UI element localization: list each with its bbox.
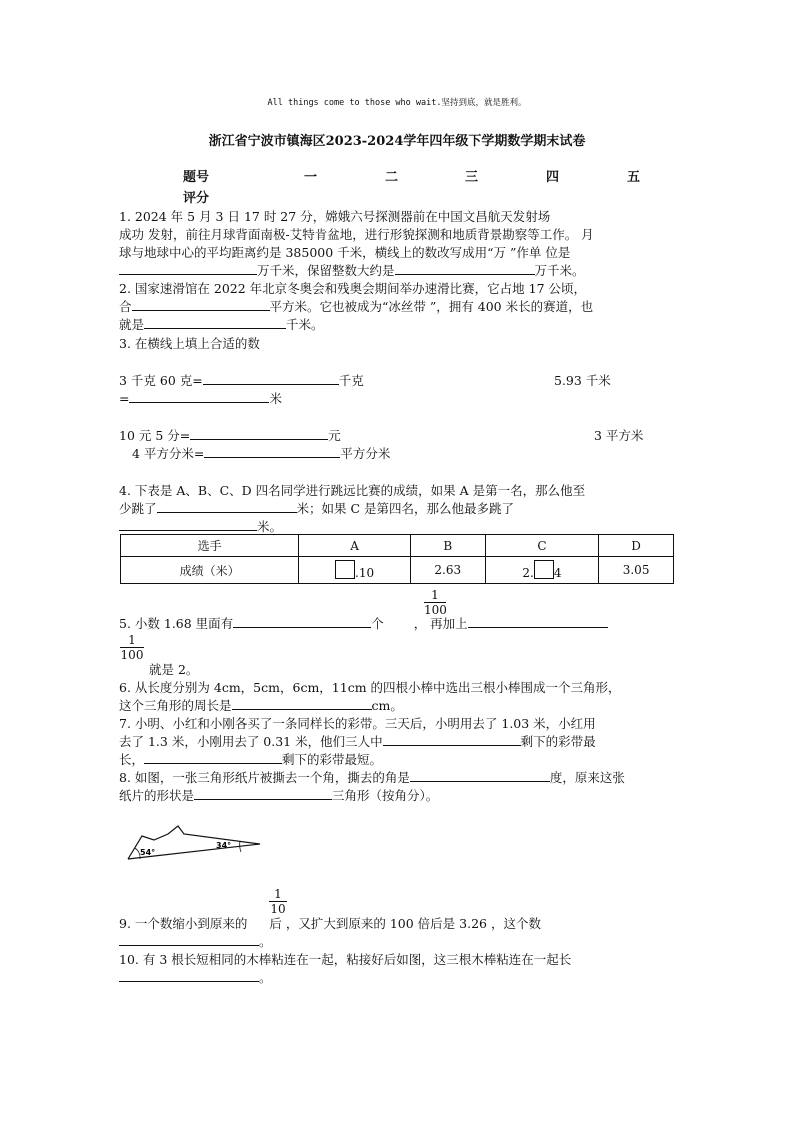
answer-blank[interactable] [395,262,535,275]
table-cell-c: 2. 4 [485,557,599,584]
answer-blank[interactable] [204,445,340,458]
q1-line1: 1. 2024 年 5 月 3 日 17 时 27 分，嫦娥六号探测器前在中国文昌航天发射场 [119,209,551,224]
q9-fraction: $\frac{1}{10}$ [270,887,286,916]
score-col-2: 二 [385,170,399,185]
q3-item-c: 10 元 5 分= 元 [119,428,341,443]
table-header-cell: 选手 [121,535,299,557]
answer-blank[interactable] [119,262,257,275]
table-header-cell: A [299,535,411,557]
score-col-5: 五 [627,170,641,185]
answer-blank[interactable] [232,697,372,710]
jump-results-table [120,534,674,584]
q7-line3: 长， 剩下的彩带最短。 [119,752,383,767]
q5-fraction: $\frac{1}{100}$ [424,588,447,617]
q1-line3: 球与地球中心的平均距离约是 385000 千米，横线上的数改写成用“万 ”作单 位是 [119,245,571,260]
table-cell-d: 3.05 [599,557,674,584]
table-cell-a: .10 [299,557,411,584]
q3-item-d2: 4 平方分米= 平方分米 [132,446,391,461]
q5-fraction-2: $\frac{1}{100}$ [120,633,144,662]
q2-line1: 2. 国家速滑馆在 2022 年北京冬奥会和残奥会期间举办速滑比赛，它占地 17 公顷， [119,281,587,296]
table-row-label: 成绩（米） [121,557,299,584]
table-row [121,535,674,557]
answer-blank[interactable] [132,298,270,311]
answer-blank[interactable] [190,427,328,440]
q6-line1: 6. 从长度分别为 4cm，5cm，6cm，11cm 的四根小棒中选出三根小棒围成一个三角形， [119,680,621,695]
angle-label-right: 34° [216,841,232,850]
answer-blank[interactable] [119,933,259,946]
score-col-head: 题号 [183,170,210,185]
table-header-cell: D [599,535,674,557]
table-row [121,557,674,584]
missing-digit-box[interactable] [534,560,554,579]
q3-item-b: 5.93 千米 [554,373,611,388]
angle-label-left: 54° [140,848,156,857]
q6-line2: 这个三角形的周长是 cm。 [119,698,403,713]
table-header-cell: B [410,535,485,557]
answer-blank[interactable] [157,500,297,513]
score-col-4: 四 [546,170,560,185]
answer-blank[interactable] [410,769,550,782]
score-row-head: 评分 [183,191,210,206]
answer-blank[interactable] [144,751,282,764]
score-col-1: 一 [304,170,318,185]
q8-line2: 纸片的形状是 三角形（按角分）。 [119,788,439,803]
q2-line3: 就是 千米。 [119,317,324,332]
q1-line4: 万千米，保留整数大约是 万千米。 [119,261,585,279]
answer-blank[interactable] [144,316,286,329]
q3-item-b2: = 米 [119,391,282,406]
missing-digit-box[interactable] [335,560,355,579]
q5-line2: 就是 2。 [149,662,199,677]
q4-line3: 米。 [119,517,282,535]
q10-line1: 10. 有 3 根长短相同的木棒粘连在一起，粘接好后如图，这三根木棒粘连在一起长 [119,952,572,967]
answer-blank[interactable] [194,787,332,800]
q9-line1: 9. 一个数缩小到原来的 后 ，又扩大到原来的 100 倍后是 3.26 ，这个数 [119,916,541,931]
q3-intro: 3. 在横线上填上合适的数 [119,336,260,351]
answer-blank[interactable] [383,733,521,746]
answer-blank[interactable] [233,615,371,628]
q1-line2: 成功 发射，前往月球背面南极-艾特肯盆地，进行形貌探测和地质背景勘察等工作。 月 [119,227,594,242]
answer-blank[interactable] [119,969,259,982]
exam-title: 浙江省宁波市镇海区2023-2024学年四年级下学期数学期末试卷 [208,134,586,149]
table-header-cell: C [485,535,599,557]
torn-triangle-figure [124,824,264,864]
q3-item-d: 3 平方米 [594,428,644,443]
answer-blank[interactable] [468,615,608,628]
q7-line1: 7. 小明、小红和小刚各买了一条同样长的彩带。三天后，小明用去了 1.03 米，小红用 [119,716,596,731]
header-motto: All things come to those who wait.坚持到底，就是胜利。 [267,98,527,108]
q8-line1: 8. 如图，一张三角形纸片被撕去一个角，撕去的角是 度，原来这张 [119,770,625,785]
answer-blank[interactable] [129,390,269,403]
q2-line2: 合 平方米。它也被成为“冰丝带 ”，拥有 400 米长的赛道，也 [119,299,594,314]
q4-line1: 4. 下表是 A、B、C、D 四名同学进行跳远比赛的成绩，如果 A 是第一名，那么他至 [119,483,586,498]
table-cell-b: 2.63 [410,557,485,584]
answer-blank[interactable] [203,372,339,385]
q3-item-a: 3 千克 60 克= 千克 [119,373,364,388]
q10-line2: 。 [119,968,272,986]
q7-line2: 去了 1.3 米，小刚用去了 0.31 米，他们三人中 剩下的彩带最 [119,734,596,749]
q9-line2: 。 [119,932,272,950]
answer-blank[interactable] [119,518,257,531]
q5-line1: 5. 小数 1.68 里面有 个 ， 再加上 [119,614,608,632]
q4-line2: 少跳了 米；如果 C 是第四名，那么他最多跳了 [119,501,515,516]
score-col-3: 三 [465,170,479,185]
